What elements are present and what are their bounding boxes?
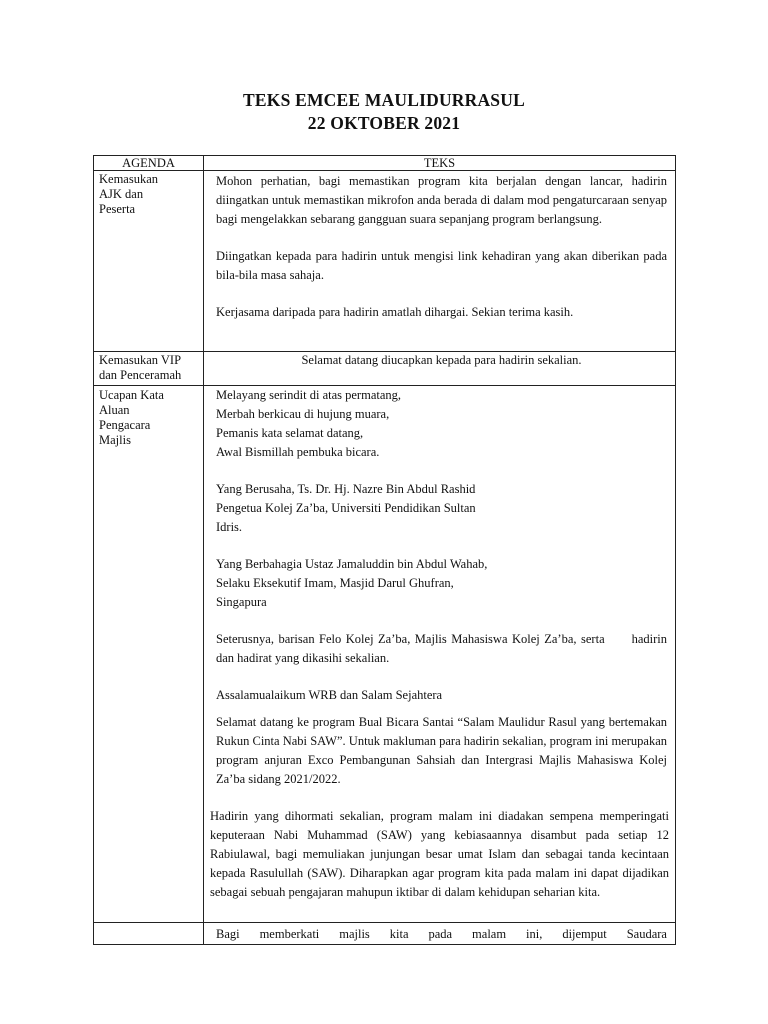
agenda-cell <box>94 171 204 352</box>
teks-cell <box>204 386 676 923</box>
agenda-line: AJK dan <box>99 187 144 201</box>
teks-cell <box>204 923 676 945</box>
pantun-line: Merbah berkicau di hujung muara, <box>216 407 390 421</box>
agenda-line: Kemasukan VIP <box>99 353 182 367</box>
pantun-line: Melayang serindit di atas permatang, <box>216 388 402 402</box>
table-row <box>94 923 676 945</box>
paragraph: Selamat datang ke program Bual Bicara Santai “Salam Maulidur Rasul yang bertemakan Rukun Cinta Nabi SAW”. Untuk makluman para hadirin sekalian, program ini merupakan program anjuran Exco Pembangunan Sahsiah dan Intergrasi Majlis Mahasiswa Kolej Za’ba sidang 2021/2022. <box>216 715 667 786</box>
agenda-line: Peserta <box>99 202 136 216</box>
vip-line: Yang Berusaha, Ts. Dr. Hj. Nazre Bin Abdul Rashid <box>216 482 476 496</box>
agenda-cell <box>94 923 204 945</box>
vip-line: Selaku Eksekutif Imam, Masjid Darul Ghufran, <box>216 576 454 590</box>
agenda-cell <box>94 352 204 386</box>
paragraph: Selamat datang diucapkan kepada para hadirin sekalian. <box>301 353 582 367</box>
paragraph: Bagi memberkati majlis kita pada malam ini, dijemput Saudara <box>216 927 667 941</box>
pantun-line: Awal Bismillah pembuka bicara. <box>216 445 380 459</box>
pantun-line: Pemanis kata selamat datang, <box>216 426 364 440</box>
vip-line: Singapura <box>216 595 267 609</box>
vip-line: Pengetua Kolej Za’ba, Universiti Pendidikan Sultan <box>216 501 476 515</box>
paragraph: Hadirin yang dihormati sekalian, program malam ini diadakan sempena memperingati keputeraan Nabi Muhammad (SAW) yang kebiasaannya disambut pada setiap 12 Rabiulawal, bagi memuliakan junjungan besar umat Islam dan sebagai tanda kecintaan kepada Rasulullah (SAW). Diharapkan agar program kita pada malam ini dapat dijadikan sebagai sebuah pengajaran mahupun iktibar di dalam kehidupan seharian kita. <box>210 809 669 899</box>
agenda-line: Pengacara <box>99 418 151 432</box>
paragraph: Diingatkan kepada para hadirin untuk mengisi link kehadiran yang akan diberikan pada bila-bila masa sahaja. <box>216 249 667 282</box>
paragraph: Mohon perhatian, bagi memastikan program kita berjalan dengan lancar, hadirin diingatkan untuk memastikan mikrofon anda berada di dalam mod pengaturcaraan senyap bagi mengelakkan sebarang gangguan suara sepanjang program berlangsung. <box>216 174 667 226</box>
agenda-line: Majlis <box>99 433 131 447</box>
document-title: TEKS EMCEE MAULIDURRASUL <box>243 90 525 110</box>
paragraph: Assalamualaikum WRB dan Salam Sejahtera <box>216 688 443 702</box>
vip-line: Idris. <box>216 520 243 534</box>
agenda-line: Kemasukan <box>99 172 159 186</box>
teks-cell <box>204 171 676 352</box>
paragraph: Kerjasama daripada para hadirin amatlah dihargai. Sekian terima kasih. <box>216 305 574 319</box>
agenda-line: Ucapan Kata <box>99 388 164 402</box>
table-row <box>94 386 676 923</box>
agenda-cell <box>94 386 204 923</box>
header-agenda: AGENDA <box>94 156 204 171</box>
vip-line: Yang Berbahagia Ustaz Jamaluddin bin Abdul Wahab, <box>216 557 488 571</box>
header-teks: TEKS <box>204 156 676 171</box>
table-row <box>94 352 676 386</box>
document-date: 22 OKTOBER 2021 <box>307 113 461 133</box>
table-row <box>94 171 676 352</box>
agenda-line: Aluan <box>99 403 130 417</box>
agenda-line: dan Penceramah <box>99 368 182 382</box>
table-header-row <box>94 156 676 171</box>
teks-cell <box>204 352 676 386</box>
paragraph: Seterusnya, barisan Felo Kolej Za’ba, Majlis Mahasiswa Kolej Za’ba, serta hadirin dan hadirat yang dikasihi sekalian. <box>216 632 671 665</box>
emcee-script-table <box>93 155 676 945</box>
